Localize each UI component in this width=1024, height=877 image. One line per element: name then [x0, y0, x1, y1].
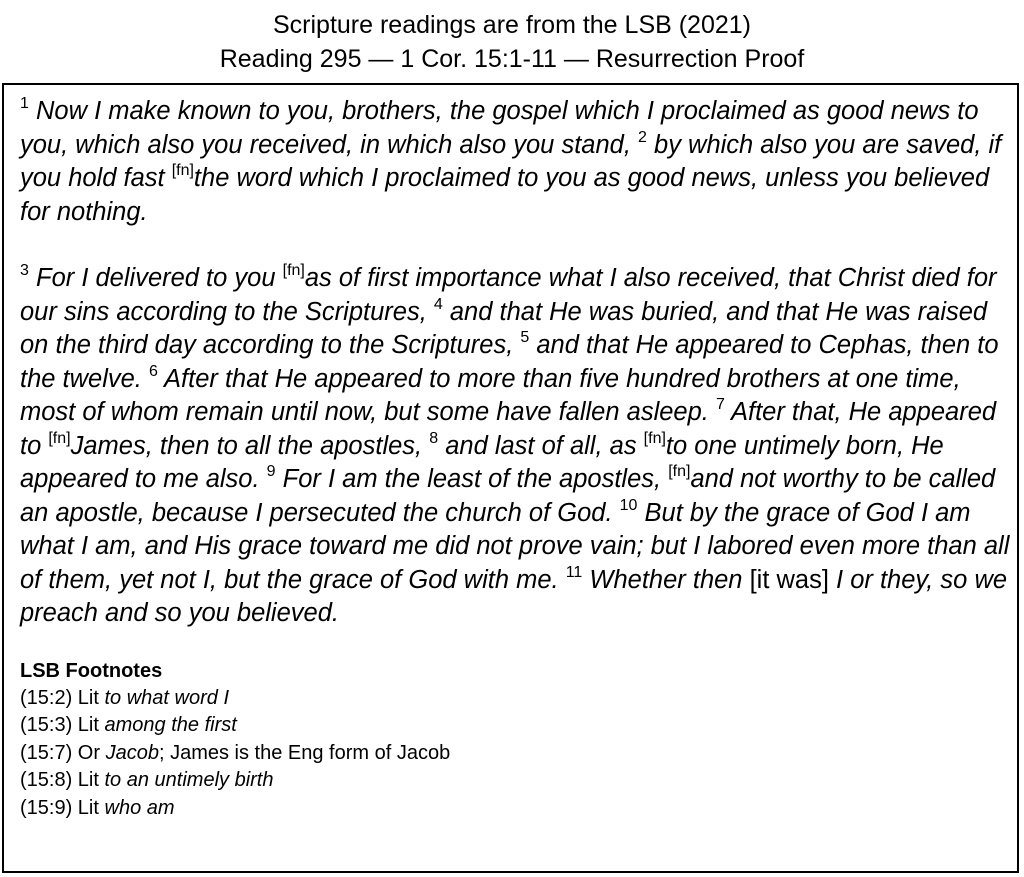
footnote-prefix: Lit: [72, 769, 105, 791]
verse-text: But by the grace of God I am what I am, and His grace toward me did not prove vain; but I labored even more than all of them, yet not I, but the grace of God with me.: [20, 498, 1010, 594]
verse-number: 3: [20, 262, 29, 279]
footnote-item: [20, 740, 1010, 768]
footnote-prefix: Lit: [72, 796, 105, 819]
footnote-italic: who am: [104, 796, 175, 819]
footnote-marker: [fn]: [282, 262, 305, 279]
verse-text: by which also you are saved, if you hold fast: [20, 130, 1002, 192]
verse-text: to one untimely born, He appeared to me also.: [20, 431, 944, 493]
verse-number: 1: [20, 95, 29, 112]
verse-text: For I am the least of the apostles,: [275, 465, 669, 493]
verse-text: For I delivered to you: [28, 264, 283, 292]
footnote-marker: [fn]: [171, 162, 194, 179]
footnote-marker: [fn]: [48, 429, 71, 447]
footnote-prefix: Or: [72, 741, 106, 764]
supplied-words: [it was]: [749, 565, 829, 594]
verse-text: Now I make known to you, brothers, the gospel which I proclaimed as good news to you, which also you received, in which also you stand,: [20, 97, 979, 159]
passage-paragraph-1: [20, 95, 1010, 229]
verse-text: as of first importance what I also received, that Christ died for our sins according to the Scriptures,: [20, 264, 997, 326]
verse-text: and not worthy to be called an apostle, because I persecuted the church of God.: [20, 465, 996, 527]
footnote-item: [20, 685, 1010, 713]
footnote-item: [20, 712, 1010, 740]
reading-header: [0, 8, 1024, 76]
footnote-ref: (15:3): [20, 714, 73, 736]
source-line: Scripture readings are from the LSB (2021): [272, 11, 751, 39]
footnote-ref: (15:7): [20, 741, 73, 764]
verse-text: After that He appeared to more than five hundred brothers at one time, most of whom remain until now, but some have fallen asleep.: [20, 364, 961, 426]
verse-number: 4: [433, 295, 443, 313]
footnote-italic: among the first: [104, 714, 237, 736]
footnote-ref: (15:8): [20, 769, 73, 791]
verse-text: I or they, so we preach and so you believed.: [20, 565, 1008, 627]
reading-content: [20, 95, 1010, 822]
footnote-ref: (15:9): [20, 796, 73, 819]
verse-number: 10: [619, 496, 638, 514]
footnote-prefix: Lit: [72, 686, 105, 709]
verse-text: Whether then: [582, 565, 750, 594]
footnote-prefix: Lit: [72, 714, 105, 736]
verse-text: the word which I proclaimed to you as good news, unless you believed for nothing.: [20, 164, 990, 226]
verse-number: 8: [429, 429, 439, 447]
verse-number: 2: [638, 128, 647, 146]
footnote-italic: Jacob: [105, 741, 159, 764]
reading-box: [2, 83, 1019, 873]
footnote-suffix: ; James is the Eng form of Jacob: [158, 741, 451, 764]
verse-number: 7: [715, 396, 725, 413]
verse-number: 6: [148, 362, 158, 380]
footnote-item: [20, 767, 1010, 795]
verse-text: James, then to all the apostles,: [70, 431, 430, 460]
verse-number: 5: [520, 329, 530, 346]
verse-number: 9: [266, 463, 276, 480]
verse-number: 11: [565, 563, 583, 581]
footnote-marker: [fn]: [643, 429, 666, 447]
verse-text: and that He appeared to Cephas, then to the twelve.: [20, 331, 999, 393]
footnotes-title: LSB Footnotes: [20, 659, 163, 682]
footnote-marker: [fn]: [668, 463, 691, 480]
verse-text: and last of all, as: [438, 431, 644, 460]
reading-title: Reading 295 — 1 Cor. 15:1-11 — Resurrection Proof: [219, 45, 805, 73]
passage-paragraph-2: [20, 262, 1010, 631]
footnote-italic: to an untimely birth: [104, 769, 274, 791]
footnote-item: [20, 795, 1010, 823]
verse-text: After that, He appeared to: [20, 398, 997, 460]
footnote-ref: (15:2): [20, 686, 73, 709]
footnote-italic: to what word I: [104, 686, 230, 709]
verse-text: and that He was buried, and that He was raised on the third day according to the Scriptures,: [20, 297, 988, 359]
